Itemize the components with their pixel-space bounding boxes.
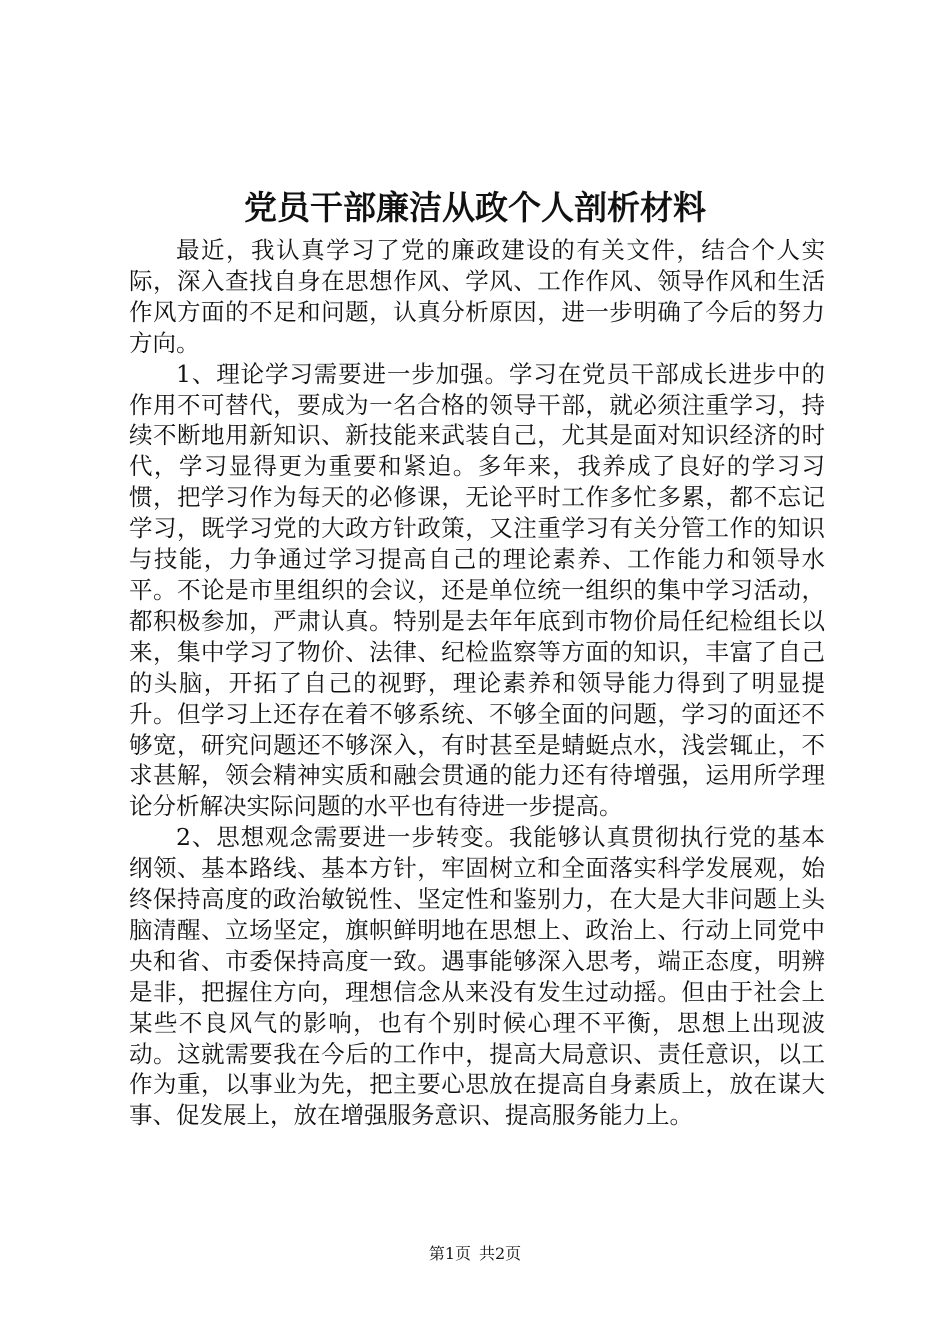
page-number-current: 第1页 — [428, 1244, 471, 1263]
page-number-total: 共2页 — [479, 1244, 522, 1263]
page-title: 党员干部廉洁从政个人剖析材料 — [244, 188, 706, 227]
paragraph-intro: 最近，我认真学习了党的廉政建设的有关文件，结合个人实际，深入查找自身在思想作风、学风、工作作风、领导作风和生活作风方面的不足和问题，认真分析原因，进一步明确了今后的努力方向。 — [129, 236, 825, 357]
paragraph-theory-study: 1、理论学习需要进一步加强。学习在党员干部成长进步中的作用不可替代，要成为一名合格的领导干部，就必须注重学习，持续不断地用新知识、新技能来武装自己，尤其是面对知识经济的时代，学习显得更为重要和紧迫。多年来，我养成了良好的学习习惯，把学习作为每天的必修课，无论平时工作多忙多累，都不忘记学习，既学习党的大政方针政策，又注重学习有关分管工作的知识与技能，力争通过学习提高自己的理论素养、工作能力和领导水平。不论是市里组织的会议，还是单位统一组织的集中学习活动，都积极参加，严肃认真。特别是去年年底到市物价局任纪检组长以来，集中学习了物价、法律、纪检监察等方面的知识，丰富了自己的头脑，开拓了自己的视野，理论素养和领导能力得到了明显提升。但学习上还存在着不够系统、不够全面的问题，学习的面还不够宽，研究问题还不够深入，有时甚至是蜻蜓点水，浅尝辄止，不求甚解，领会精神实质和融会贯通的能力还有待增强，运用所学理论分析解决实际问题的水平也有待进一步提高。 — [129, 359, 825, 821]
document-body — [129, 235, 825, 1131]
paragraph-ideology: 2、思想观念需要进一步转变。我能够认真贯彻执行党的基本纲领、基本路线、基本方针，牢固树立和全面落实科学发展观，始终保持高度的政治敏锐性、坚定性和鉴别力，在大是大非问题上头脑清醒、立场坚定，旗帜鲜明地在思想上、政治上、行动上同党中央和省、市委保持高度一致。遇事能够深入思考，端正态度，明辨是非，把握住方向，理想信念从来没有发生过动摇。但由于社会上某些不良风气的影响，也有个别时候心理不平衡，思想上出现波动。这就需要我在今后的工作中，提高大局意识、责任意识，以工作为重，以事业为先，把主要心思放在提高自身素质上，放在谋大事、促发展上，放在增强服务意识、提高服务能力上。 — [129, 823, 825, 1130]
page-footer — [0, 1243, 950, 1265]
